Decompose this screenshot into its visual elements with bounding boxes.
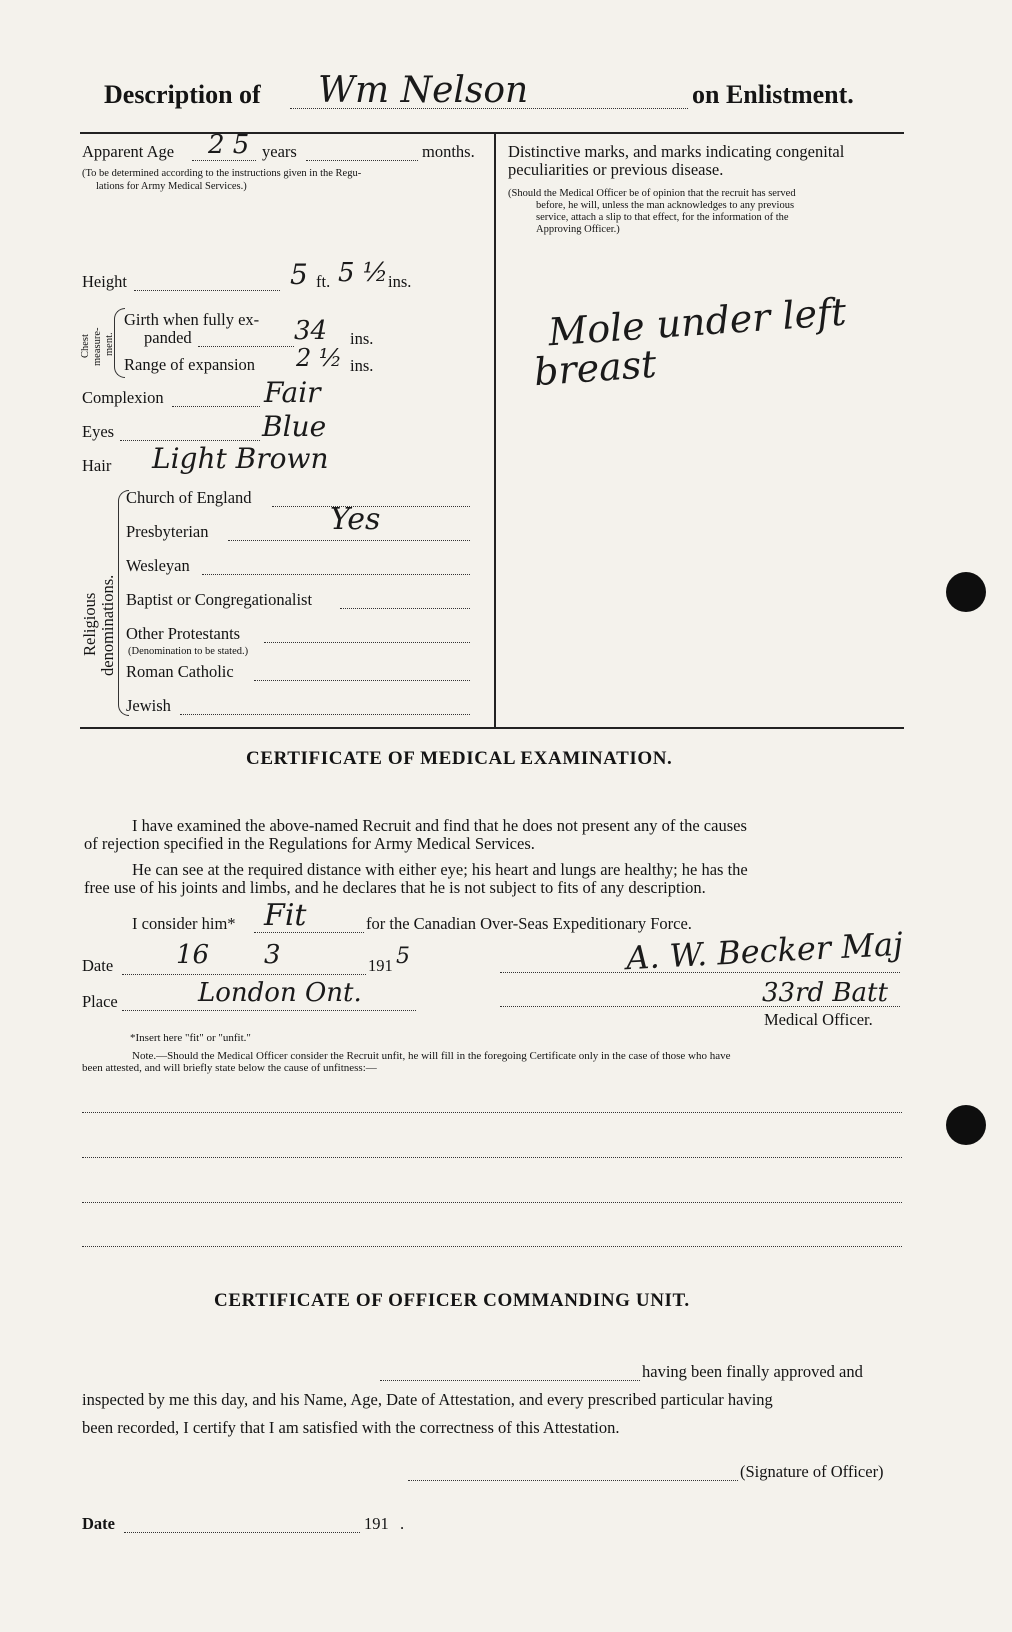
place-label: Place: [82, 992, 118, 1011]
date-label: Date: [82, 956, 114, 975]
marks-note-4: Approving Officer.): [536, 224, 620, 235]
header-name-line: [290, 108, 688, 109]
eyes-value: Blue: [262, 410, 327, 443]
commanding-line2: inspected by me this day, and his Name, Age, Date of Attestation, and every prescribed particular having: [82, 1390, 773, 1409]
religion-church-of-england: Church of England: [126, 488, 252, 507]
age-line: [192, 160, 256, 161]
date-month: 3: [264, 940, 281, 970]
medical-signature: A. W. Becker Maj: [625, 924, 904, 978]
punch-hole-top: [946, 572, 986, 612]
insert-note: *Insert here "fit" or "unfit.": [130, 1032, 251, 1044]
medical-note-1: Note.—Should the Medical Officer consider the Recruit unfit, he will fill in the foregoing Certificate only in the case of those who have: [132, 1050, 731, 1062]
unit-line: [500, 1006, 900, 1007]
marks-label-1: Distinctive marks, and marks indicating congenital: [508, 142, 845, 161]
commanding-date-year: 191: [364, 1514, 389, 1533]
consider-suffix: for the Canadian Over-Seas Expeditionary Force.: [366, 914, 692, 933]
unfitness-line-1: [82, 1112, 902, 1113]
girth-label-1: Girth when fully ex-: [124, 310, 260, 329]
place-value: London Ont.: [198, 978, 362, 1008]
unfitness-line-3: [82, 1202, 902, 1203]
age-label: Apparent Age: [82, 142, 175, 161]
girth-label-2: panded: [144, 328, 192, 347]
years-label: years: [262, 142, 297, 161]
unfitness-line-2: [82, 1157, 902, 1158]
medical-title: CERTIFICATE OF MEDICAL EXAMINATION.: [246, 748, 673, 769]
commanding-date-label: Date: [82, 1514, 115, 1533]
religion-baptist: Baptist or Congregationalist: [126, 590, 313, 609]
ft-label: ft.: [316, 272, 331, 291]
complexion-label: Complexion: [82, 388, 164, 407]
marks-note-1: (Should the Medical Officer be of opinion that the recruit has served: [508, 188, 796, 199]
religious-label-2: denominations.: [98, 574, 117, 676]
age-note-1: (To be determined according to the instructions given in the Regu-: [82, 168, 362, 179]
marks-note-3: service, attach a slip to that effect, for the information of the: [536, 212, 789, 223]
height-line: [134, 290, 280, 291]
religious-label-1: Religious: [80, 592, 99, 656]
commanding-signature-label: (Signature of Officer): [740, 1462, 884, 1481]
marks-label-2: peculiarities or previous disease.: [508, 160, 724, 179]
marks-value-2: breast: [532, 341, 658, 395]
medical-para2-2: free use of his joints and limbs, and he declares that he is not subject to fits of any description.: [84, 878, 706, 897]
months-line: [306, 160, 418, 161]
complexion-line: [172, 406, 260, 407]
hair-label: Hair: [82, 456, 112, 475]
religion-line-6: [180, 714, 470, 715]
eyes-label: Eyes: [82, 422, 115, 441]
range-label: Range of expansion: [124, 355, 256, 374]
column-divider: [494, 132, 496, 728]
hair-value: Light Brown: [152, 442, 329, 475]
chest-label-3: ment.: [104, 332, 115, 356]
medical-para1-1: I have examined the above-named Recruit and find that he does not present any of the causes: [132, 816, 747, 835]
commanding-title: CERTIFICATE OF OFFICER COMMANDING UNIT.: [214, 1290, 690, 1311]
range-value: 2 ½: [296, 344, 343, 372]
girth-line: [198, 346, 294, 347]
unit-value: 33rd Batt: [762, 978, 888, 1008]
marks-note-2: before, he will, unless the man acknowledges to any previous: [536, 200, 795, 211]
commanding-signature-line: [408, 1480, 738, 1481]
height-label: Height: [82, 272, 127, 291]
date-day: 16: [176, 940, 210, 970]
denomination-note: (Denomination to be stated.): [128, 646, 249, 657]
eyes-line: [120, 440, 260, 441]
commanding-line1: having been finally approved and: [642, 1362, 863, 1381]
consider-value: Fit: [264, 898, 307, 933]
chest-label-2: measure-: [92, 327, 103, 366]
complexion-value: Fair: [264, 376, 321, 409]
chest-label-1: Chest: [80, 334, 91, 358]
girth-value: 34: [294, 316, 328, 346]
religion-other-protestants: Other Protestants: [126, 624, 241, 643]
medical-para2-1: He can see at the required distance with either eye; his heart and lungs are healthy; he has the: [132, 860, 748, 879]
religion-roman-catholic: Roman Catholic: [126, 662, 234, 681]
place-line: [122, 1010, 416, 1011]
religion-line-3: [340, 608, 470, 609]
age-value: 2 5: [208, 130, 250, 160]
unfitness-line-4: [82, 1246, 902, 1247]
months-label: months.: [422, 142, 475, 161]
punch-hole-bottom: [946, 1105, 986, 1145]
consider-line: [254, 932, 364, 933]
religion-line-2: [202, 574, 470, 575]
consider-label: I consider him*: [132, 914, 236, 933]
girth-ins-label: ins.: [350, 329, 374, 348]
range-ins-label: ins.: [350, 356, 374, 375]
date-year-value: 5: [396, 944, 410, 969]
section-rule: [80, 727, 904, 729]
header-prefix: Description of: [104, 80, 261, 109]
height-in-value: 5 ½: [338, 258, 389, 288]
medical-para1-2: of rejection specified in the Regulations for Army Medical Services.: [84, 834, 535, 853]
top-rule: [80, 132, 904, 134]
medical-note-2: been attested, and will briefly state below the cause of unfitness:—: [82, 1062, 377, 1074]
date-year-prefix: 191: [368, 956, 393, 975]
date-line: [122, 974, 366, 975]
religion-jewish: Jewish: [126, 696, 171, 715]
commanding-line3: been recorded, I certify that I am satisfied with the correctness of this Attestation.: [82, 1418, 620, 1437]
height-ft-value: 5: [290, 258, 308, 291]
religion-line-1: [228, 540, 470, 541]
religion-line-4: [264, 642, 470, 643]
header-suffix: on Enlistment.: [692, 80, 854, 109]
religion-presbyterian-value: Yes: [330, 502, 381, 537]
officer-label: Medical Officer.: [764, 1010, 873, 1029]
religion-presbyterian: Presbyterian: [126, 522, 209, 541]
commanding-date-dot: .: [400, 1514, 405, 1533]
height-ins-label: ins.: [388, 272, 412, 291]
header-name: Wm Nelson: [318, 70, 529, 111]
commanding-name-line: [380, 1380, 640, 1381]
signature-line: [500, 972, 900, 973]
age-note-2: lations for Army Medical Services.): [96, 181, 247, 192]
commanding-date-line: [124, 1532, 360, 1533]
religion-line-5: [254, 680, 470, 681]
marks-value-1: Mole under left: [546, 289, 848, 355]
religion-wesleyan: Wesleyan: [126, 556, 190, 575]
